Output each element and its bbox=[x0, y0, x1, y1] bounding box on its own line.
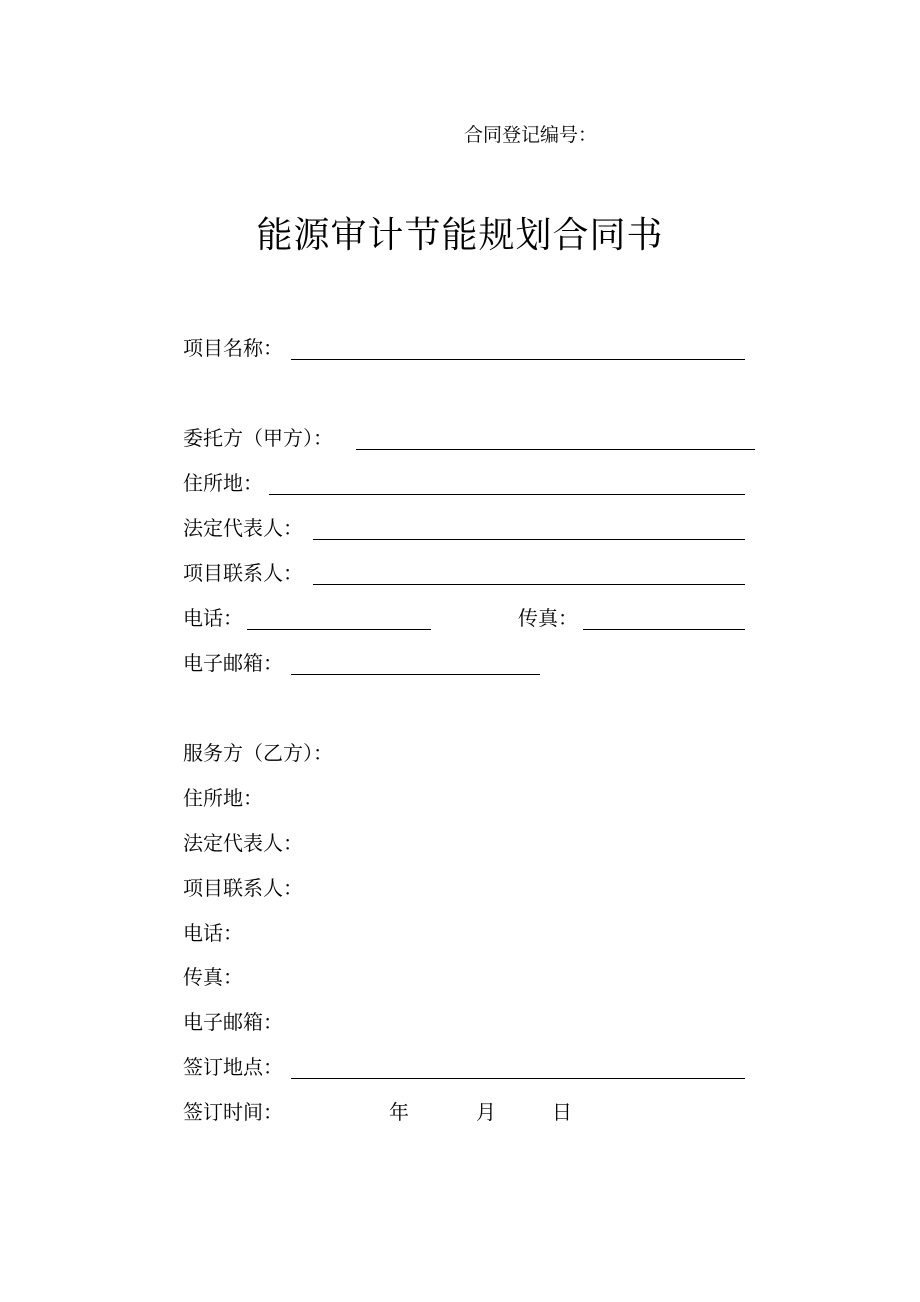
party-b-email-row bbox=[183, 1007, 483, 1037]
signing-day-unit: 日 bbox=[552, 1100, 572, 1124]
party-a-fax-label: 传真： bbox=[518, 606, 578, 630]
party-a-fax-field[interactable] bbox=[583, 629, 745, 630]
signing-place-row bbox=[183, 1052, 745, 1082]
project-name-field[interactable] bbox=[291, 359, 745, 360]
party-a-legal-rep-row bbox=[183, 513, 745, 543]
registration-number-label: 合同登记编号： bbox=[464, 124, 598, 146]
signing-place-field[interactable] bbox=[291, 1078, 745, 1079]
party-a-phone-label: 电话： bbox=[183, 606, 243, 630]
party-a-phone-fax-row bbox=[183, 603, 745, 633]
party-a-address-label: 住所地： bbox=[183, 471, 263, 495]
party-a-heading-row bbox=[183, 423, 755, 453]
party-b-contact-row bbox=[183, 873, 483, 903]
party-b-phone-label: 电话： bbox=[183, 921, 243, 945]
party-b-phone-row bbox=[183, 918, 483, 948]
party-a-email-label: 电子邮箱： bbox=[183, 651, 283, 675]
party-b-legal-rep-row bbox=[183, 828, 483, 858]
party-a-name-field[interactable] bbox=[356, 449, 755, 450]
project-name-row bbox=[183, 333, 745, 363]
signing-place-label: 签订地点： bbox=[183, 1055, 283, 1079]
party-b-address-label: 住所地： bbox=[183, 786, 263, 810]
party-a-email-row bbox=[183, 648, 540, 678]
signing-time-row bbox=[183, 1097, 583, 1127]
party-a-contact-label: 项目联系人： bbox=[183, 561, 303, 585]
project-name-label: 项目名称： bbox=[183, 336, 283, 360]
signing-month-unit: 月 bbox=[476, 1100, 496, 1124]
signing-year-unit: 年 bbox=[389, 1100, 409, 1124]
party-b-heading: 服务方（乙方）： bbox=[183, 741, 333, 765]
party-b-fax-row bbox=[183, 962, 483, 992]
signing-time-label: 签订时间： bbox=[183, 1100, 283, 1124]
party-b-address-row bbox=[183, 783, 483, 813]
party-a-phone-field[interactable] bbox=[247, 629, 431, 630]
party-a-address-field[interactable] bbox=[269, 494, 745, 495]
party-b-legal-rep-label: 法定代表人： bbox=[183, 831, 303, 855]
party-a-legal-rep-field[interactable] bbox=[313, 539, 745, 540]
party-a-heading: 委托方（甲方）： bbox=[183, 426, 333, 450]
party-b-fax-label: 传真： bbox=[183, 965, 243, 989]
party-b-contact-label: 项目联系人： bbox=[183, 876, 303, 900]
party-a-contact-field[interactable] bbox=[313, 584, 745, 585]
party-b-heading-row bbox=[183, 738, 483, 768]
party-a-email-field[interactable] bbox=[291, 674, 540, 675]
party-b-email-label: 电子邮箱： bbox=[183, 1010, 283, 1034]
party-a-address-row bbox=[183, 468, 745, 498]
party-a-contact-row bbox=[183, 558, 745, 588]
page-title: 能源审计节能规划合同书 bbox=[256, 215, 664, 256]
party-a-legal-rep-label: 法定代表人： bbox=[183, 516, 303, 540]
